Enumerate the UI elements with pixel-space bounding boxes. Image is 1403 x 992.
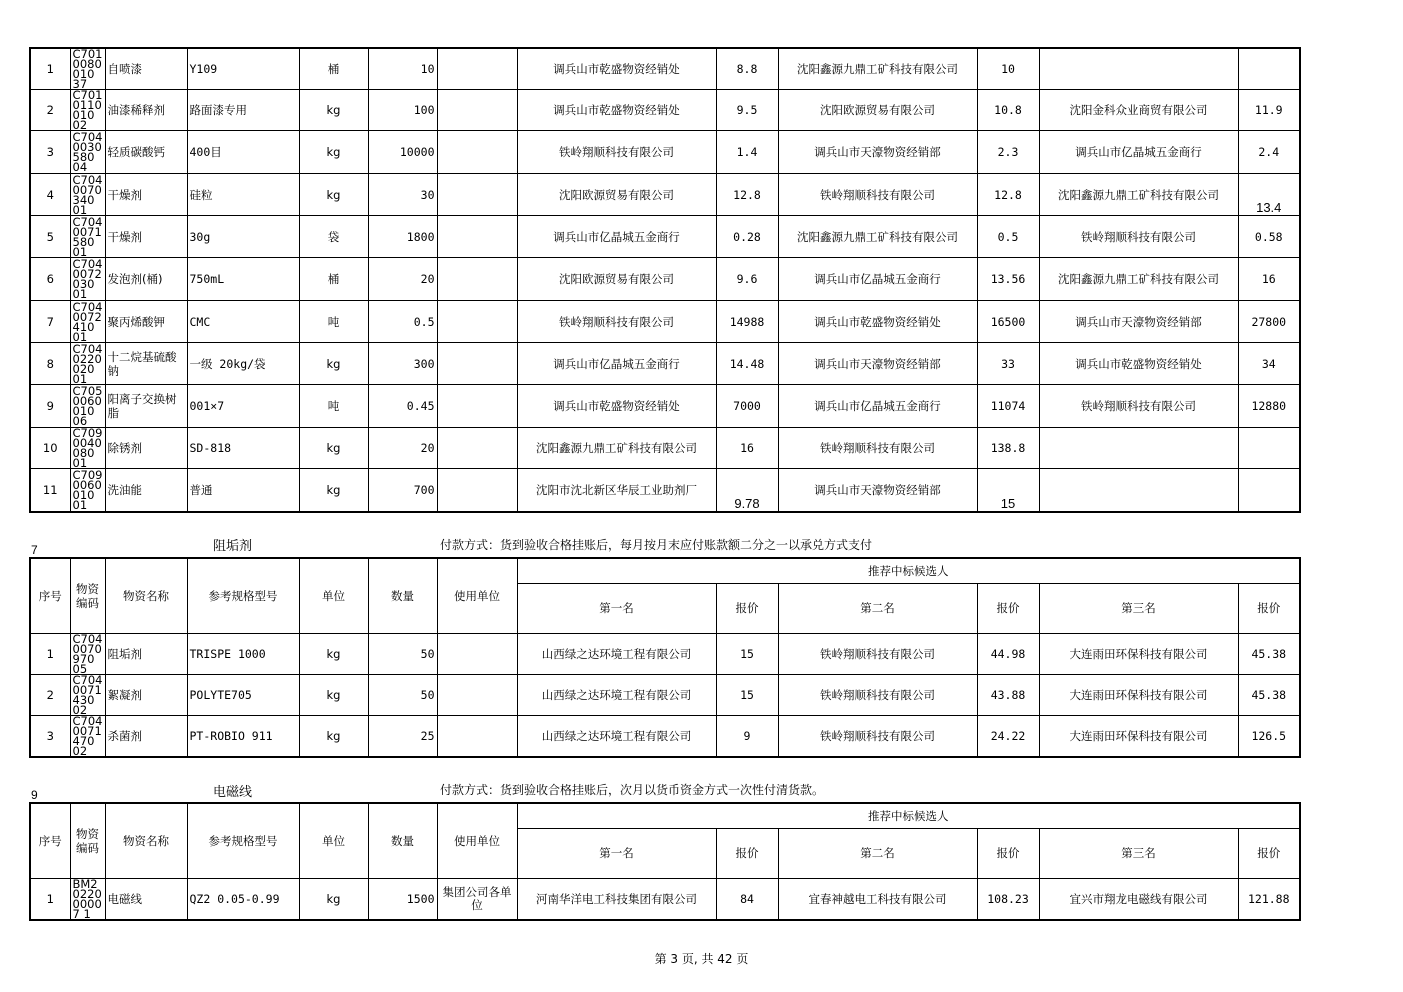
material-code: C7040070340 01 <box>70 174 105 216</box>
header-first: 第一名 <box>517 828 716 878</box>
unit: kg <box>299 878 368 920</box>
spec-model: SD-818 <box>187 428 299 469</box>
header-code: 物资编码 <box>70 558 105 633</box>
materials-table-continued <box>29 47 1301 513</box>
second-candidate: 沈阳鑫源九鼎工矿科技有限公司 <box>778 48 977 90</box>
third-price: 13.4 <box>1238 174 1300 216</box>
material-code: C7050060010 06 <box>70 385 105 428</box>
first-price: 8.8 <box>716 48 778 90</box>
table-row <box>30 674 1300 715</box>
second-price: 10.8 <box>977 90 1039 131</box>
header-second: 第二名 <box>778 583 977 633</box>
material-code: C7090060010 01 <box>70 469 105 512</box>
third-candidate: 大连雨田环保科技有限公司 <box>1039 715 1238 757</box>
second-price: 24.22 <box>977 715 1039 757</box>
header-name: 物资名称 <box>105 803 187 878</box>
spec-model: QZ2 0.05-0.99 <box>187 878 299 920</box>
header-use: 使用单位 <box>437 803 517 878</box>
row-number: 6 <box>30 258 70 301</box>
second-candidate: 铁岭翔顺科技有限公司 <box>778 674 977 715</box>
quantity: 50 <box>368 633 437 674</box>
material-name: 洗油能 <box>105 469 187 512</box>
second-price: 13.56 <box>977 258 1039 301</box>
table-row <box>30 469 1300 512</box>
third-price <box>1238 469 1300 512</box>
material-name: 油漆稀释剂 <box>105 90 187 131</box>
first-candidate: 河南华洋电工科技集团有限公司 <box>517 878 716 920</box>
section-number: 9 <box>31 788 38 802</box>
material-code: C7040030580 04 <box>70 131 105 174</box>
material-code: C7040220020 01 <box>70 343 105 385</box>
spec-model: POLYTE705 <box>187 674 299 715</box>
second-price: 108.23 <box>977 878 1039 920</box>
third-price <box>1238 48 1300 90</box>
second-price: 0.5 <box>977 216 1039 258</box>
first-price: 9.6 <box>716 258 778 301</box>
quantity: 20 <box>368 258 437 301</box>
first-candidate: 沈阳鑫源九鼎工矿科技有限公司 <box>517 428 716 469</box>
first-price: 16 <box>716 428 778 469</box>
second-candidate: 铁岭翔顺科技有限公司 <box>778 174 977 216</box>
using-unit <box>437 131 517 174</box>
quantity: 20 <box>368 428 437 469</box>
header-price: 报价 <box>716 828 778 878</box>
second-candidate: 调兵山市乾盛物资经销处 <box>778 301 977 343</box>
quantity: 0.45 <box>368 385 437 428</box>
table-row <box>30 216 1300 258</box>
quantity: 1800 <box>368 216 437 258</box>
third-candidate <box>1039 48 1238 90</box>
third-candidate: 铁岭翔顺科技有限公司 <box>1039 385 1238 428</box>
using-unit <box>437 469 517 512</box>
table-row <box>30 48 1300 90</box>
material-name: 阳离子交换树脂 <box>105 385 187 428</box>
using-unit <box>437 343 517 385</box>
first-price: 15 <box>716 674 778 715</box>
row-number: 10 <box>30 428 70 469</box>
quantity: 30 <box>368 174 437 216</box>
first-price: 9 <box>716 715 778 757</box>
quantity: 50 <box>368 674 437 715</box>
header-qty: 数量 <box>368 558 437 633</box>
spec-model: PT-ROBIO 911 <box>187 715 299 757</box>
second-candidate: 调兵山市亿晶城五金商行 <box>778 385 977 428</box>
third-candidate: 宜兴市翔龙电磁线有限公司 <box>1039 878 1238 920</box>
magnet-wire-table <box>29 802 1301 921</box>
header-price: 报价 <box>1238 828 1300 878</box>
first-price: 7000 <box>716 385 778 428</box>
row-number: 2 <box>30 90 70 131</box>
page-footer: 第 3 页, 共 42 页 <box>654 952 749 966</box>
first-price: 12.8 <box>716 174 778 216</box>
material-code: C7040071470 02 <box>70 715 105 757</box>
second-candidate: 调兵山市天濠物资经销部 <box>778 343 977 385</box>
material-name: 发泡剂(桶) <box>105 258 187 301</box>
header-name: 物资名称 <box>105 558 187 633</box>
material-code: C7040072030 01 <box>70 258 105 301</box>
second-price: 43.88 <box>977 674 1039 715</box>
second-candidate: 宜春神越电工科技有限公司 <box>778 878 977 920</box>
material-name: 轻质碳酸钙 <box>105 131 187 174</box>
third-price: 2.4 <box>1238 131 1300 174</box>
third-candidate <box>1039 428 1238 469</box>
spec-model: 一级 20kg/袋 <box>187 343 299 385</box>
row-number: 2 <box>30 674 70 715</box>
material-code: C7090040080 01 <box>70 428 105 469</box>
header-no: 序号 <box>30 803 70 878</box>
third-price: 121.88 <box>1238 878 1300 920</box>
table-row <box>30 343 1300 385</box>
third-price: 45.38 <box>1238 674 1300 715</box>
quantity: 25 <box>368 715 437 757</box>
material-name: 除锈剂 <box>105 428 187 469</box>
payment-terms: 付款方式：货到验收合格挂账后，次月以货币资金方式一次性付清货款。 <box>440 783 825 797</box>
second-price: 11074 <box>977 385 1039 428</box>
using-unit <box>437 715 517 757</box>
material-name: 电磁线 <box>105 878 187 920</box>
table-row <box>30 428 1300 469</box>
using-unit <box>437 301 517 343</box>
second-candidate: 沈阳欧源贸易有限公司 <box>778 90 977 131</box>
second-price: 16500 <box>977 301 1039 343</box>
second-price: 2.3 <box>977 131 1039 174</box>
table-row <box>30 90 1300 131</box>
row-number: 1 <box>30 48 70 90</box>
first-price: 14988 <box>716 301 778 343</box>
unit: 吨 <box>299 301 368 343</box>
first-candidate: 铁岭翔顺科技有限公司 <box>517 131 716 174</box>
material-name: 聚丙烯酸钾 <box>105 301 187 343</box>
row-number: 3 <box>30 715 70 757</box>
spec-model: TRISPE 1000 <box>187 633 299 674</box>
unit: 桶 <box>299 48 368 90</box>
unit: 袋 <box>299 216 368 258</box>
third-price: 34 <box>1238 343 1300 385</box>
third-price: 0.58 <box>1238 216 1300 258</box>
header-price: 报价 <box>716 583 778 633</box>
table-body <box>30 48 1300 512</box>
first-price: 9.5 <box>716 90 778 131</box>
unit: kg <box>299 174 368 216</box>
second-candidate: 调兵山市亿晶城五金商行 <box>778 258 977 301</box>
row-number: 1 <box>30 633 70 674</box>
first-candidate: 山西绿之达环境工程有限公司 <box>517 633 716 674</box>
quantity: 300 <box>368 343 437 385</box>
header-unit: 单位 <box>299 558 368 633</box>
quantity: 1500 <box>368 878 437 920</box>
third-candidate: 调兵山市亿晶城五金商行 <box>1039 131 1238 174</box>
using-unit <box>437 90 517 131</box>
material-code: C7040071430 02 <box>70 674 105 715</box>
first-candidate: 山西绿之达环境工程有限公司 <box>517 674 716 715</box>
first-candidate: 沈阳市沈北新区华辰工业助剂厂 <box>517 469 716 512</box>
second-price: 12.8 <box>977 174 1039 216</box>
table-row <box>30 633 1300 674</box>
first-price: 1.4 <box>716 131 778 174</box>
second-candidate: 铁岭翔顺科技有限公司 <box>778 633 977 674</box>
unit: kg <box>299 343 368 385</box>
header-code: 物资编码 <box>70 803 105 878</box>
quantity: 0.5 <box>368 301 437 343</box>
third-candidate: 沈阳金科众业商贸有限公司 <box>1039 90 1238 131</box>
third-candidate: 调兵山市天濠物资经销部 <box>1039 301 1238 343</box>
row-number: 7 <box>30 301 70 343</box>
first-price: 84 <box>716 878 778 920</box>
second-candidate: 调兵山市天濠物资经销部 <box>778 131 977 174</box>
material-name: 十二烷基硫酸钠 <box>105 343 187 385</box>
third-candidate: 铁岭翔顺科技有限公司 <box>1039 216 1238 258</box>
payment-terms: 付款方式：货到验收合格挂账后，每月按月末应付账款额二分之一以承兑方式支付 <box>440 538 873 552</box>
header-second: 第二名 <box>778 828 977 878</box>
first-candidate: 铁岭翔顺科技有限公司 <box>517 301 716 343</box>
row-number: 11 <box>30 469 70 512</box>
material-name: 阻垢剂 <box>105 633 187 674</box>
third-candidate: 大连雨田环保科技有限公司 <box>1039 633 1238 674</box>
unit: kg <box>299 715 368 757</box>
third-price: 12880 <box>1238 385 1300 428</box>
table-body <box>30 633 1300 757</box>
spec-model: CMC <box>187 301 299 343</box>
third-candidate: 沈阳鑫源九鼎工矿科技有限公司 <box>1039 174 1238 216</box>
unit: 桶 <box>299 258 368 301</box>
table-row <box>30 301 1300 343</box>
third-price: 16 <box>1238 258 1300 301</box>
header-recommended: 推荐中标候选人 <box>517 803 1300 828</box>
spec-model: 硅粒 <box>187 174 299 216</box>
first-price: 0.28 <box>716 216 778 258</box>
header-recommended: 推荐中标候选人 <box>517 558 1300 583</box>
row-number: 4 <box>30 174 70 216</box>
material-name: 干燥剂 <box>105 216 187 258</box>
first-candidate: 山西绿之达环境工程有限公司 <box>517 715 716 757</box>
table-row <box>30 174 1300 216</box>
material-name: 自喷漆 <box>105 48 187 90</box>
spec-model: 001×7 <box>187 385 299 428</box>
header-price: 报价 <box>977 583 1039 633</box>
scale-inhibitor-table <box>29 557 1301 758</box>
first-candidate: 调兵山市亿晶城五金商行 <box>517 343 716 385</box>
second-candidate: 铁岭翔顺科技有限公司 <box>778 715 977 757</box>
header-price: 报价 <box>1238 583 1300 633</box>
header-spec: 参考规格型号 <box>187 803 299 878</box>
spec-model: 普通 <box>187 469 299 512</box>
second-price: 33 <box>977 343 1039 385</box>
third-price: 11.9 <box>1238 90 1300 131</box>
third-candidate: 沈阳鑫源九鼎工矿科技有限公司 <box>1039 258 1238 301</box>
second-price: 44.98 <box>977 633 1039 674</box>
unit: kg <box>299 90 368 131</box>
third-candidate <box>1039 469 1238 512</box>
table-row <box>30 715 1300 757</box>
material-name: 杀菌剂 <box>105 715 187 757</box>
using-unit <box>437 216 517 258</box>
header-spec: 参考规格型号 <box>187 558 299 633</box>
section-title: 阻垢剂 <box>213 539 253 554</box>
header-third: 第三名 <box>1039 828 1238 878</box>
quantity: 100 <box>368 90 437 131</box>
spec-model: 路面漆专用 <box>187 90 299 131</box>
first-candidate: 调兵山市乾盛物资经销处 <box>517 48 716 90</box>
spec-model: 400目 <box>187 131 299 174</box>
header-qty: 数量 <box>368 803 437 878</box>
header-price: 报价 <box>977 828 1039 878</box>
header-use: 使用单位 <box>437 558 517 633</box>
using-unit <box>437 174 517 216</box>
table-row <box>30 258 1300 301</box>
material-code: C7040072410 01 <box>70 301 105 343</box>
using-unit <box>437 385 517 428</box>
header-unit: 单位 <box>299 803 368 878</box>
second-price: 10 <box>977 48 1039 90</box>
header-third: 第三名 <box>1039 583 1238 633</box>
first-price: 14.48 <box>716 343 778 385</box>
unit: kg <box>299 469 368 512</box>
unit: kg <box>299 633 368 674</box>
row-number: 9 <box>30 385 70 428</box>
header-first: 第一名 <box>517 583 716 633</box>
third-price: 27800 <box>1238 301 1300 343</box>
material-code: BM2022000007 1 <box>70 878 105 920</box>
third-price: 45.38 <box>1238 633 1300 674</box>
row-number: 5 <box>30 216 70 258</box>
spec-model: 30g <box>187 216 299 258</box>
first-candidate: 沈阳欧源贸易有限公司 <box>517 258 716 301</box>
using-unit <box>437 48 517 90</box>
spec-model: 750mL <box>187 258 299 301</box>
second-candidate: 沈阳鑫源九鼎工矿科技有限公司 <box>778 216 977 258</box>
material-code: C7010080010 37 <box>70 48 105 90</box>
second-price: 138.8 <box>977 428 1039 469</box>
using-unit <box>437 428 517 469</box>
table-body <box>30 878 1300 920</box>
row-number: 1 <box>30 878 70 920</box>
first-price: 15 <box>716 633 778 674</box>
unit: kg <box>299 131 368 174</box>
material-name: 絮凝剂 <box>105 674 187 715</box>
unit: 吨 <box>299 385 368 428</box>
material-code: C7040070970 05 <box>70 633 105 674</box>
using-unit <box>437 633 517 674</box>
table-row <box>30 878 1300 920</box>
row-number: 8 <box>30 343 70 385</box>
second-candidate: 铁岭翔顺科技有限公司 <box>778 428 977 469</box>
table-row <box>30 385 1300 428</box>
using-unit <box>437 674 517 715</box>
row-number: 3 <box>30 131 70 174</box>
third-price: 126.5 <box>1238 715 1300 757</box>
third-candidate: 调兵山市乾盛物资经销处 <box>1039 343 1238 385</box>
third-candidate: 大连雨田环保科技有限公司 <box>1039 674 1238 715</box>
unit: kg <box>299 674 368 715</box>
first-price: 9.78 <box>716 469 778 512</box>
first-candidate: 沈阳欧源贸易有限公司 <box>517 174 716 216</box>
spec-model: Y109 <box>187 48 299 90</box>
table-row <box>30 131 1300 174</box>
second-candidate: 调兵山市天濠物资经销部 <box>778 469 977 512</box>
quantity: 10000 <box>368 131 437 174</box>
unit: kg <box>299 428 368 469</box>
section-title: 电磁线 <box>213 785 253 800</box>
quantity: 700 <box>368 469 437 512</box>
third-price <box>1238 428 1300 469</box>
material-name: 干燥剂 <box>105 174 187 216</box>
first-candidate: 调兵山市乾盛物资经销处 <box>517 90 716 131</box>
using-unit <box>437 258 517 301</box>
first-candidate: 调兵山市乾盛物资经销处 <box>517 385 716 428</box>
quantity: 10 <box>368 48 437 90</box>
header-no: 序号 <box>30 558 70 633</box>
second-price: 15 <box>977 469 1039 512</box>
section-number: 7 <box>31 543 38 557</box>
first-candidate: 调兵山市亿晶城五金商行 <box>517 216 716 258</box>
using-unit: 集团公司各单位 <box>437 878 517 920</box>
material-code: C7010110010 02 <box>70 90 105 131</box>
material-code: C7040071580 01 <box>70 216 105 258</box>
